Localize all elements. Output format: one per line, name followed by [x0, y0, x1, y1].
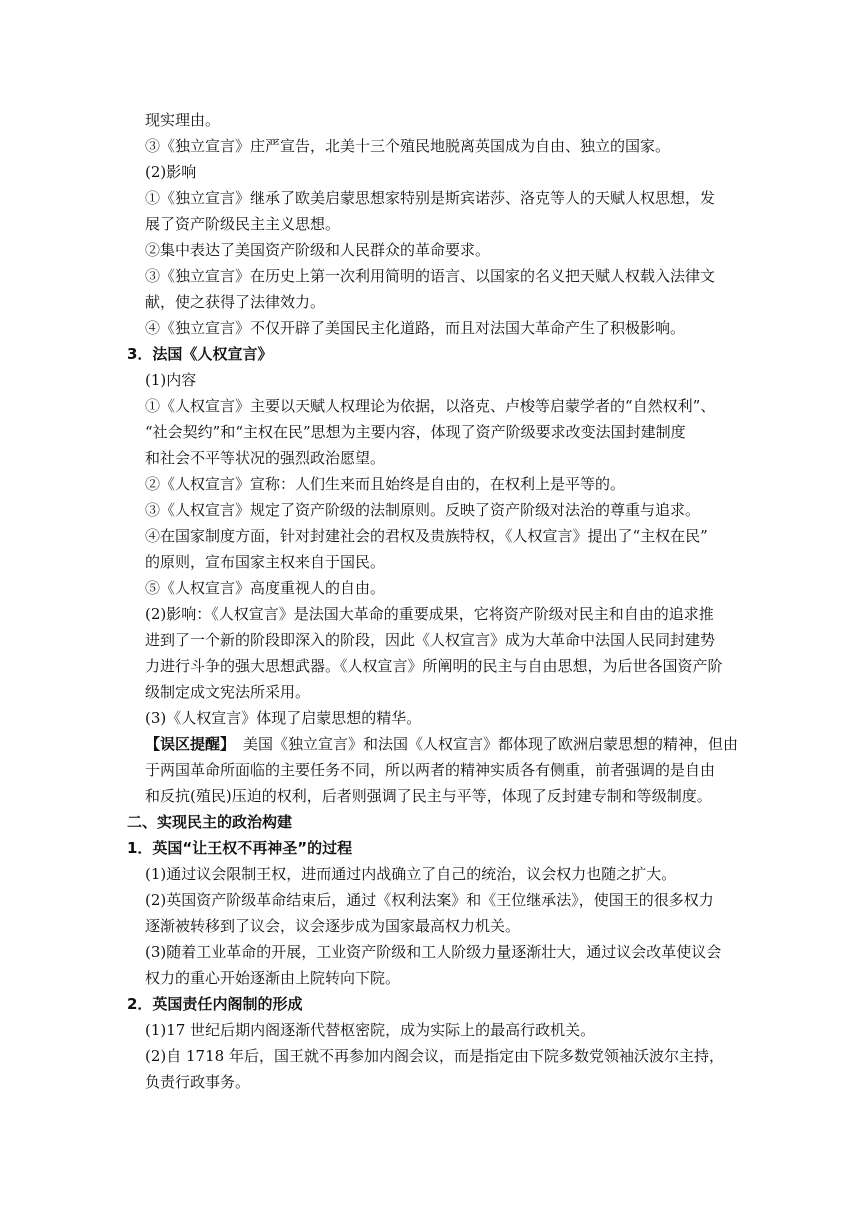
section-heading: 二、实现民主的政治构建 — [127, 813, 293, 831]
text-line: 献，使之获得了法律效力。 — [145, 293, 326, 311]
text-line: 级制定成文宪法所采用。 — [145, 683, 311, 701]
text-line: (2)英国资产阶级革命结束后，通过《权利法案》和《王位继承法》，使国王的很多权力 — [145, 891, 714, 909]
text-line: ②集中表达了美国资产阶级和人民群众的革命要求。 — [145, 241, 491, 259]
text-line: ④在国家制度方面，针对封建社会的君权及贵族特权，《人权宣言》提出了“主权在民” — [145, 527, 708, 545]
subsection-heading: 2．英国责任内阁制的形成 — [127, 995, 303, 1013]
text-line: ①《人权宣言》主要以天赋人权理论为依据，以洛克、卢梭等启蒙学者的“自然权利”、 — [145, 397, 716, 415]
text-line: 负责行政事务。 — [145, 1073, 251, 1091]
text-line: (1)通过议会限制王权，进而通过内战确立了自己的统治，议会权力也随之扩大。 — [145, 865, 677, 883]
text-line: ①《独立宣言》继承了欧美启蒙思想家特别是斯宾诺莎、洛克等人的天赋人权思想，发 — [145, 189, 716, 207]
text-line: ③《独立宣言》在历史上第一次利用简明的语言、以国家的名义把天赋人权载入法律文 — [145, 267, 716, 285]
text-line: 逐渐被转移到了议会，议会逐步成为国家最高权力机关。 — [145, 917, 521, 935]
text-line: 于两国革命所面临的主要任务不同，所以两者的精神实质各有侧重，前者强调的是自由 — [145, 761, 716, 779]
text-line: 现实理由。 — [145, 111, 221, 129]
warning-text: 美国《独立宣言》和法国《人权宣言》都体现了欧洲启蒙思想的精神，但由 — [243, 735, 739, 753]
text-line: 进到了一个新的阶段即深入的阶段，因此《人权宣言》成为大革命中法国人民同封建势 — [145, 631, 716, 649]
text-line: 展了资产阶级民主主义思想。 — [145, 215, 341, 233]
warning-tag: 【误区提醒】 — [145, 735, 236, 753]
subsection-heading: 1．英国“让王权不再神圣”的过程 — [127, 839, 353, 857]
text-line: (3)随着工业革命的开展，工业资产阶级和工人阶级力量逐渐壮大，通过议会改革使议会 — [145, 943, 722, 961]
text-line: (3)《人权宣言》体现了启蒙思想的精华。 — [145, 709, 422, 727]
section-heading: 3．法国《人权宣言》 — [127, 345, 273, 363]
text-line: (2)影响 — [145, 163, 197, 181]
text-line: (2)影响：《人权宣言》是法国大革命的重要成果，它将资产阶级对民主和自由的追求推 — [145, 605, 714, 623]
text-line: ⑤《人权宣言》高度重视人的自由。 — [145, 579, 386, 597]
text-line: 和反抗(殖民)压迫的权利，后者则强调了民主与平等，体现了反封建专制和等级制度。 — [145, 787, 712, 805]
text-line: ③《独立宣言》庄严宣告，北美十三个殖民地脱离英国成为自由、独立的国家。 — [145, 137, 671, 155]
text-line: “社会契约”和“主权在民”思想为主要内容，体现了资产阶级要求改变法国封建制度 — [145, 423, 686, 441]
text-line: 的原则，宣布国家主权来自于国民。 — [145, 553, 386, 571]
text-line: (1)17 世纪后期内阁逐渐代替枢密院，成为实际上的最高行政机关。 — [145, 1021, 596, 1039]
text-line: ④《独立宣言》不仅开辟了美国民主化道路，而且对法国大革命产生了积极影响。 — [145, 319, 686, 337]
text-line: (1)内容 — [145, 371, 197, 389]
warning-line — [145, 731, 738, 757]
text-line: 力进行斗争的强大思想武器。《人权宣言》所阐明的民主与自由思想，为后世各国资产阶 — [145, 657, 723, 675]
text-line: 权力的重心开始逐渐由上院转向下院。 — [145, 969, 401, 987]
text-line: ③《人权宣言》规定了资产阶级的法制原则。反映了资产阶级对法治的尊重与追求。 — [145, 501, 701, 519]
text-line: (2)自 1718 年后，国王就不再参加内阁会议，而是指定由下院多数党领袖沃波尔主持， — [145, 1047, 724, 1065]
text-line: 和社会不平等状况的强烈政治愿望。 — [145, 449, 386, 467]
text-line: ②《人权宣言》宣称：人们生来而且始终是自由的，在权利上是平等的。 — [145, 475, 626, 493]
